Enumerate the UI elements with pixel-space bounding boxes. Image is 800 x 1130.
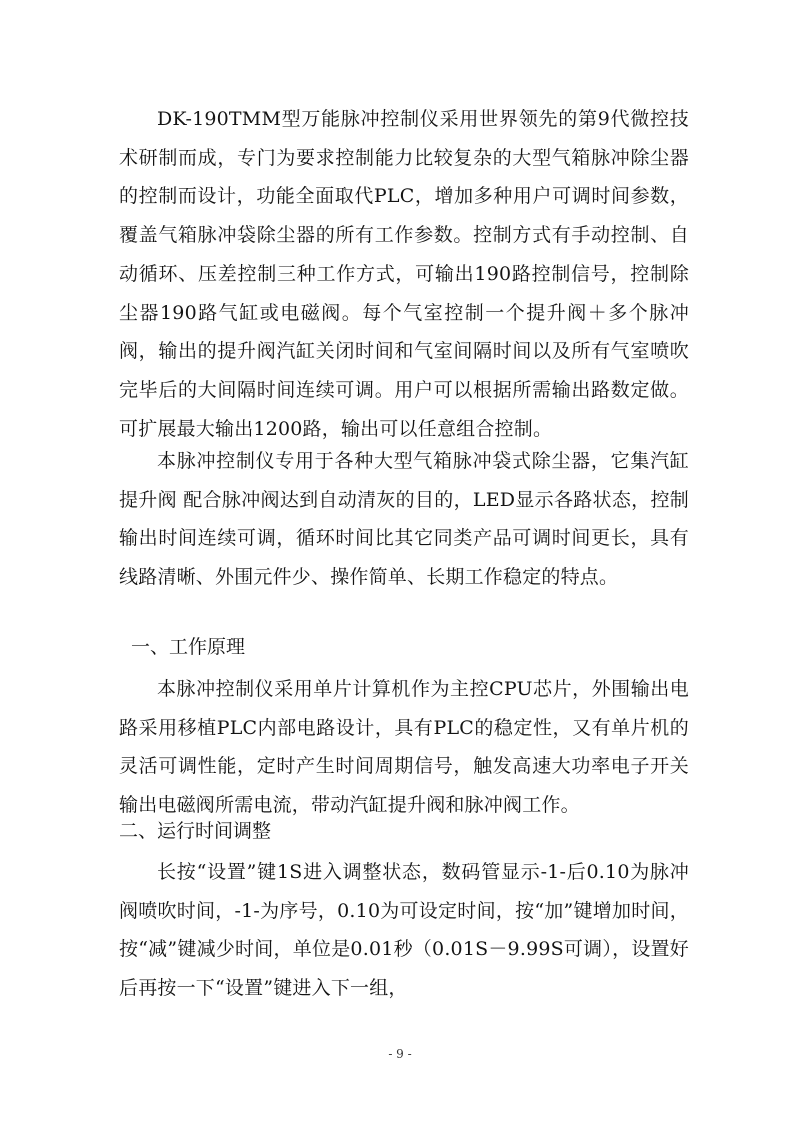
working-principle-paragraph: 本脉冲控制仪采用单片计算机作为主控CPU芯片，外围输出电路采用移植PLC内部电路设计，具有PLC的稳定性，又有单片机的灵活可调性能，定时产生时间周期信号，触发高速大功率电子开关输出电磁阀所需电流，带动汽缸提升阀和脉冲阀工作。 — [119, 678, 689, 817]
section-heading-working-principle: 一、工作原理 — [131, 636, 246, 658]
section-heading-time-adjustment: 二、运行时间调整 — [119, 820, 272, 842]
time-adjustment-paragraph: 长按“设置”键1S进入调整状态，数码管显示-1-后0.10为脉冲阀喷吹时间，-1-为序号，0.10为可设定时间，按“加”键增加时间，按“减”键减少时间，单位是0.01秒（0.01S－9.99S可调），设置好后再按一下“设置”键进入下一组， — [119, 861, 689, 1000]
intro-paragraph: DK-190TMM型万能脉冲控制仪采用世界领先的第9代微控技术研制而成，专门为要求控制能力比较复杂的大型气箱脉冲除尘器的控制而设计，功能全面取代PLC，增加多种用户可调时间参数，覆盖气箱脉冲袋除尘器的所有工作参数。控制方式有手动控制、自动循环、压差控制三种工作方式，可输出190路控制信号，控制除尘器190路气缸或电磁阀。每个气室控制一个提升阀＋多个脉冲阀，输出的提升阀汽缸关闭时间和气室间隔时间以及所有气室喷吹完毕后的大间隔时间连续可调。用户可以根据所需输出路数定做。可扩展最大输出1200路，输出可以任意组合控制。 — [119, 108, 689, 440]
features-paragraph: 本脉冲控制仪专用于各种大型气箱脉冲袋式除尘器，它集汽缸提升阀 配合脉冲阀达到自动清灰的目的，LED显示各路状态，控制输出时间连续可调，循环时间比其它同类产品可调时间更长，具有线路清晰、外围元件少、操作简单、长期工作稳定的特点。 — [119, 450, 689, 589]
page-number: - 9 - — [388, 1047, 412, 1061]
